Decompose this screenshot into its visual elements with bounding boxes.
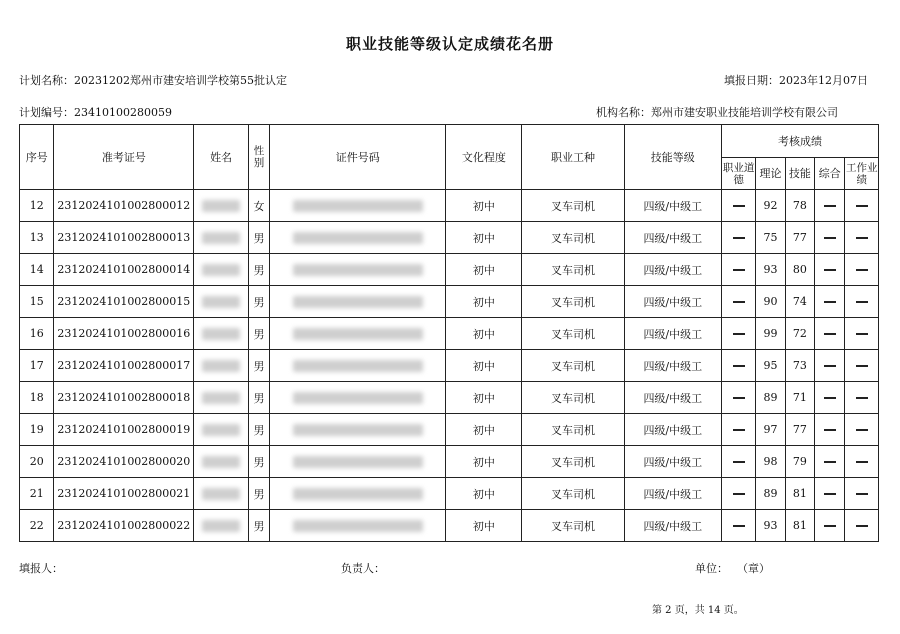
table-row — [20, 414, 879, 446]
org-name-line — [596, 104, 838, 120]
cell-exam-no: 2312024101002800021 — [54, 478, 194, 510]
org-name-value: 郑州市建安职业技能培训学校有限公司 — [651, 106, 838, 119]
header-work-performance: 工作业绩 — [845, 158, 879, 190]
dash-mark — [733, 493, 745, 495]
cell-name-redacted — [194, 414, 249, 446]
cell-id-no-redacted — [270, 286, 446, 318]
cell-work-performance — [845, 478, 879, 510]
cell-comprehensive — [815, 414, 845, 446]
dash-mark — [733, 333, 745, 335]
cell-name-redacted — [194, 446, 249, 478]
header-id-no: 证件号码 — [270, 125, 446, 190]
cell-skill: 77 — [785, 414, 814, 446]
dash-mark — [824, 365, 836, 367]
plan-name-line — [19, 72, 287, 88]
header-education: 文化程度 — [446, 125, 522, 190]
dash-mark — [856, 301, 868, 303]
dash-mark — [733, 301, 745, 303]
dash-mark — [856, 269, 868, 271]
dash-mark — [824, 461, 836, 463]
table-row — [20, 222, 879, 254]
cell-exam-no: 2312024101002800019 — [54, 414, 194, 446]
cell-occupation: 叉车司机 — [522, 446, 624, 478]
dash-mark — [856, 525, 868, 527]
redacted-block — [293, 360, 423, 372]
cell-skill: 77 — [785, 222, 814, 254]
fill-date-line — [724, 72, 868, 88]
cell-occupation: 叉车司机 — [522, 350, 624, 382]
cell-name-redacted — [194, 190, 249, 222]
cell-theory: 99 — [756, 318, 785, 350]
redacted-block — [293, 456, 423, 468]
dash-mark — [733, 365, 745, 367]
plan-no-line — [19, 104, 172, 120]
cell-level: 四级/中级工 — [624, 318, 721, 350]
cell-gender: 男 — [248, 446, 269, 478]
cell-work-performance — [845, 318, 879, 350]
fill-date-value: 2023年12月07日 — [779, 74, 868, 87]
cell-id-no-redacted — [270, 190, 446, 222]
dash-mark — [856, 397, 868, 399]
dash-mark — [824, 333, 836, 335]
cell-level: 四级/中级工 — [624, 190, 721, 222]
dash-mark — [856, 429, 868, 431]
header-occupation: 职业工种 — [522, 125, 624, 190]
cell-theory: 90 — [756, 286, 785, 318]
cell-skill: 79 — [785, 446, 814, 478]
redacted-block — [293, 328, 423, 340]
cell-level: 四级/中级工 — [624, 286, 721, 318]
redacted-block — [293, 200, 423, 212]
dash-mark — [733, 429, 745, 431]
header-level: 技能等级 — [624, 125, 721, 190]
cell-education: 初中 — [446, 286, 522, 318]
redacted-block — [202, 360, 240, 372]
cell-work-performance — [845, 222, 879, 254]
org-name-label: 机构名称： — [596, 106, 651, 119]
cell-theory: 98 — [756, 446, 785, 478]
table-row — [20, 350, 879, 382]
cell-gender: 女 — [248, 190, 269, 222]
plan-name-value: 20231202郑州市建安培训学校第55批认定 — [74, 74, 287, 87]
cell-skill: 71 — [785, 382, 814, 414]
cell-work-performance — [845, 382, 879, 414]
redacted-block — [293, 392, 423, 404]
cell-id-no-redacted — [270, 222, 446, 254]
redacted-block — [202, 424, 240, 436]
redacted-block — [293, 264, 423, 276]
cell-work-performance — [845, 414, 879, 446]
dash-mark — [856, 365, 868, 367]
dash-mark — [824, 237, 836, 239]
cell-theory: 89 — [756, 382, 785, 414]
table-row — [20, 190, 879, 222]
table-row — [20, 254, 879, 286]
cell-comprehensive — [815, 190, 845, 222]
cell-work-performance — [845, 350, 879, 382]
header-gender: 性别 — [248, 125, 269, 190]
dash-mark — [824, 493, 836, 495]
cell-work-performance — [845, 510, 879, 542]
plan-no-value: 23410100280059 — [74, 106, 172, 119]
cell-ethics — [721, 286, 755, 318]
cell-exam-no: 2312024101002800020 — [54, 446, 194, 478]
cell-seq: 12 — [20, 190, 54, 222]
cell-name-redacted — [194, 510, 249, 542]
cell-name-redacted — [194, 318, 249, 350]
cell-ethics — [721, 510, 755, 542]
redacted-block — [293, 232, 423, 244]
seal-mark: （章） — [737, 562, 770, 575]
cell-ethics — [721, 382, 755, 414]
redacted-block — [202, 392, 240, 404]
cell-gender: 男 — [248, 222, 269, 254]
filler-label: 填报人： — [19, 562, 63, 575]
cell-occupation: 叉车司机 — [522, 318, 624, 350]
cell-exam-no: 2312024101002800014 — [54, 254, 194, 286]
cell-id-no-redacted — [270, 510, 446, 542]
fill-date-label: 填报日期： — [724, 74, 779, 87]
cell-ethics — [721, 350, 755, 382]
table-row — [20, 286, 879, 318]
cell-seq: 19 — [20, 414, 54, 446]
cell-name-redacted — [194, 286, 249, 318]
cell-exam-no: 2312024101002800016 — [54, 318, 194, 350]
document-title: 职业技能等级认定成绩花名册 — [345, 35, 554, 53]
header-seq: 序号 — [20, 125, 54, 190]
cell-work-performance — [845, 190, 879, 222]
table-row — [20, 318, 879, 350]
header-exam-no: 准考证号 — [54, 125, 194, 190]
page-indicator: 第 2 页，共 14 页。 — [652, 605, 744, 616]
dash-mark — [733, 205, 745, 207]
redacted-block — [293, 424, 423, 436]
cell-ethics — [721, 318, 755, 350]
cell-theory: 89 — [756, 478, 785, 510]
cell-id-no-redacted — [270, 318, 446, 350]
cell-seq: 15 — [20, 286, 54, 318]
redacted-block — [202, 232, 240, 244]
cell-id-no-redacted — [270, 254, 446, 286]
dash-mark — [824, 205, 836, 207]
dash-mark — [856, 205, 868, 207]
cell-work-performance — [845, 254, 879, 286]
cell-level: 四级/中级工 — [624, 510, 721, 542]
cell-id-no-redacted — [270, 350, 446, 382]
cell-level: 四级/中级工 — [624, 478, 721, 510]
cell-seq: 20 — [20, 446, 54, 478]
cell-skill: 73 — [785, 350, 814, 382]
cell-comprehensive — [815, 222, 845, 254]
score-roster-table — [19, 124, 879, 542]
cell-comprehensive — [815, 478, 845, 510]
cell-skill: 81 — [785, 510, 814, 542]
cell-occupation: 叉车司机 — [522, 382, 624, 414]
dash-mark — [733, 237, 745, 239]
cell-gender: 男 — [248, 254, 269, 286]
cell-id-no-redacted — [270, 414, 446, 446]
cell-education: 初中 — [446, 478, 522, 510]
plan-no-label: 计划编号： — [19, 106, 74, 119]
plan-name-label: 计划名称： — [19, 74, 74, 87]
cell-theory: 92 — [756, 190, 785, 222]
dash-mark — [824, 429, 836, 431]
cell-name-redacted — [194, 350, 249, 382]
cell-seq: 16 — [20, 318, 54, 350]
dash-mark — [824, 525, 836, 527]
dash-mark — [733, 269, 745, 271]
cell-seq: 17 — [20, 350, 54, 382]
cell-seq: 21 — [20, 478, 54, 510]
cell-comprehensive — [815, 350, 845, 382]
cell-education: 初中 — [446, 222, 522, 254]
cell-level: 四级/中级工 — [624, 254, 721, 286]
cell-level: 四级/中级工 — [624, 382, 721, 414]
cell-occupation: 叉车司机 — [522, 414, 624, 446]
header-ethics: 职业道德 — [721, 158, 755, 190]
header-theory: 理论 — [756, 158, 785, 190]
responsible-label: 负责人： — [341, 562, 385, 575]
cell-level: 四级/中级工 — [624, 414, 721, 446]
redacted-block — [293, 296, 423, 308]
dash-mark — [824, 269, 836, 271]
redacted-block — [293, 520, 423, 532]
cell-skill: 72 — [785, 318, 814, 350]
cell-name-redacted — [194, 254, 249, 286]
cell-comprehensive — [815, 382, 845, 414]
dash-mark — [824, 397, 836, 399]
cell-occupation: 叉车司机 — [522, 222, 624, 254]
cell-seq: 13 — [20, 222, 54, 254]
cell-work-performance — [845, 446, 879, 478]
cell-education: 初中 — [446, 510, 522, 542]
cell-skill: 81 — [785, 478, 814, 510]
table-row — [20, 382, 879, 414]
cell-exam-no: 2312024101002800022 — [54, 510, 194, 542]
cell-occupation: 叉车司机 — [522, 254, 624, 286]
cell-occupation: 叉车司机 — [522, 286, 624, 318]
cell-education: 初中 — [446, 318, 522, 350]
dash-mark — [856, 333, 868, 335]
cell-comprehensive — [815, 286, 845, 318]
cell-seq: 22 — [20, 510, 54, 542]
redacted-block — [293, 488, 423, 500]
redacted-block — [202, 328, 240, 340]
cell-id-no-redacted — [270, 382, 446, 414]
cell-occupation: 叉车司机 — [522, 190, 624, 222]
cell-gender: 男 — [248, 350, 269, 382]
cell-education: 初中 — [446, 382, 522, 414]
table-row — [20, 510, 879, 542]
cell-name-redacted — [194, 478, 249, 510]
cell-id-no-redacted — [270, 478, 446, 510]
cell-name-redacted — [194, 222, 249, 254]
cell-skill: 78 — [785, 190, 814, 222]
cell-education: 初中 — [446, 414, 522, 446]
cell-name-redacted — [194, 382, 249, 414]
redacted-block — [202, 456, 240, 468]
unit-label: 单位： — [695, 562, 728, 575]
cell-seq: 18 — [20, 382, 54, 414]
cell-ethics — [721, 414, 755, 446]
cell-level: 四级/中级工 — [624, 222, 721, 254]
cell-occupation: 叉车司机 — [522, 478, 624, 510]
cell-gender: 男 — [248, 414, 269, 446]
dash-mark — [733, 525, 745, 527]
cell-theory: 93 — [756, 254, 785, 286]
cell-skill: 80 — [785, 254, 814, 286]
cell-level: 四级/中级工 — [624, 350, 721, 382]
cell-comprehensive — [815, 254, 845, 286]
dash-mark — [733, 397, 745, 399]
cell-gender: 男 — [248, 510, 269, 542]
cell-education: 初中 — [446, 446, 522, 478]
redacted-block — [202, 264, 240, 276]
dash-mark — [856, 461, 868, 463]
cell-occupation: 叉车司机 — [522, 510, 624, 542]
cell-comprehensive — [815, 510, 845, 542]
cell-theory: 97 — [756, 414, 785, 446]
cell-theory: 95 — [756, 350, 785, 382]
cell-exam-no: 2312024101002800015 — [54, 286, 194, 318]
cell-theory: 75 — [756, 222, 785, 254]
cell-gender: 男 — [248, 286, 269, 318]
header-name: 姓名 — [194, 125, 249, 190]
header-comprehensive: 综合 — [815, 158, 845, 190]
redacted-block — [202, 200, 240, 212]
cell-gender: 男 — [248, 318, 269, 350]
cell-ethics — [721, 222, 755, 254]
cell-gender: 男 — [248, 382, 269, 414]
cell-level: 四级/中级工 — [624, 446, 721, 478]
cell-comprehensive — [815, 446, 845, 478]
cell-education: 初中 — [446, 190, 522, 222]
cell-theory: 93 — [756, 510, 785, 542]
redacted-block — [202, 520, 240, 532]
header-skill: 技能 — [785, 158, 814, 190]
cell-exam-no: 2312024101002800012 — [54, 190, 194, 222]
dash-mark — [856, 237, 868, 239]
cell-education: 初中 — [446, 254, 522, 286]
cell-gender: 男 — [248, 478, 269, 510]
cell-seq: 14 — [20, 254, 54, 286]
dash-mark — [824, 301, 836, 303]
cell-exam-no: 2312024101002800018 — [54, 382, 194, 414]
cell-ethics — [721, 478, 755, 510]
dash-mark — [856, 493, 868, 495]
cell-exam-no: 2312024101002800013 — [54, 222, 194, 254]
cell-comprehensive — [815, 318, 845, 350]
cell-skill: 74 — [785, 286, 814, 318]
redacted-block — [202, 488, 240, 500]
cell-id-no-redacted — [270, 446, 446, 478]
table-row — [20, 446, 879, 478]
dash-mark — [733, 461, 745, 463]
cell-work-performance — [845, 286, 879, 318]
cell-ethics — [721, 254, 755, 286]
cell-exam-no: 2312024101002800017 — [54, 350, 194, 382]
cell-education: 初中 — [446, 350, 522, 382]
cell-ethics — [721, 446, 755, 478]
cell-ethics — [721, 190, 755, 222]
redacted-block — [202, 296, 240, 308]
header-scores-group: 考核成绩 — [721, 125, 878, 158]
table-row — [20, 478, 879, 510]
